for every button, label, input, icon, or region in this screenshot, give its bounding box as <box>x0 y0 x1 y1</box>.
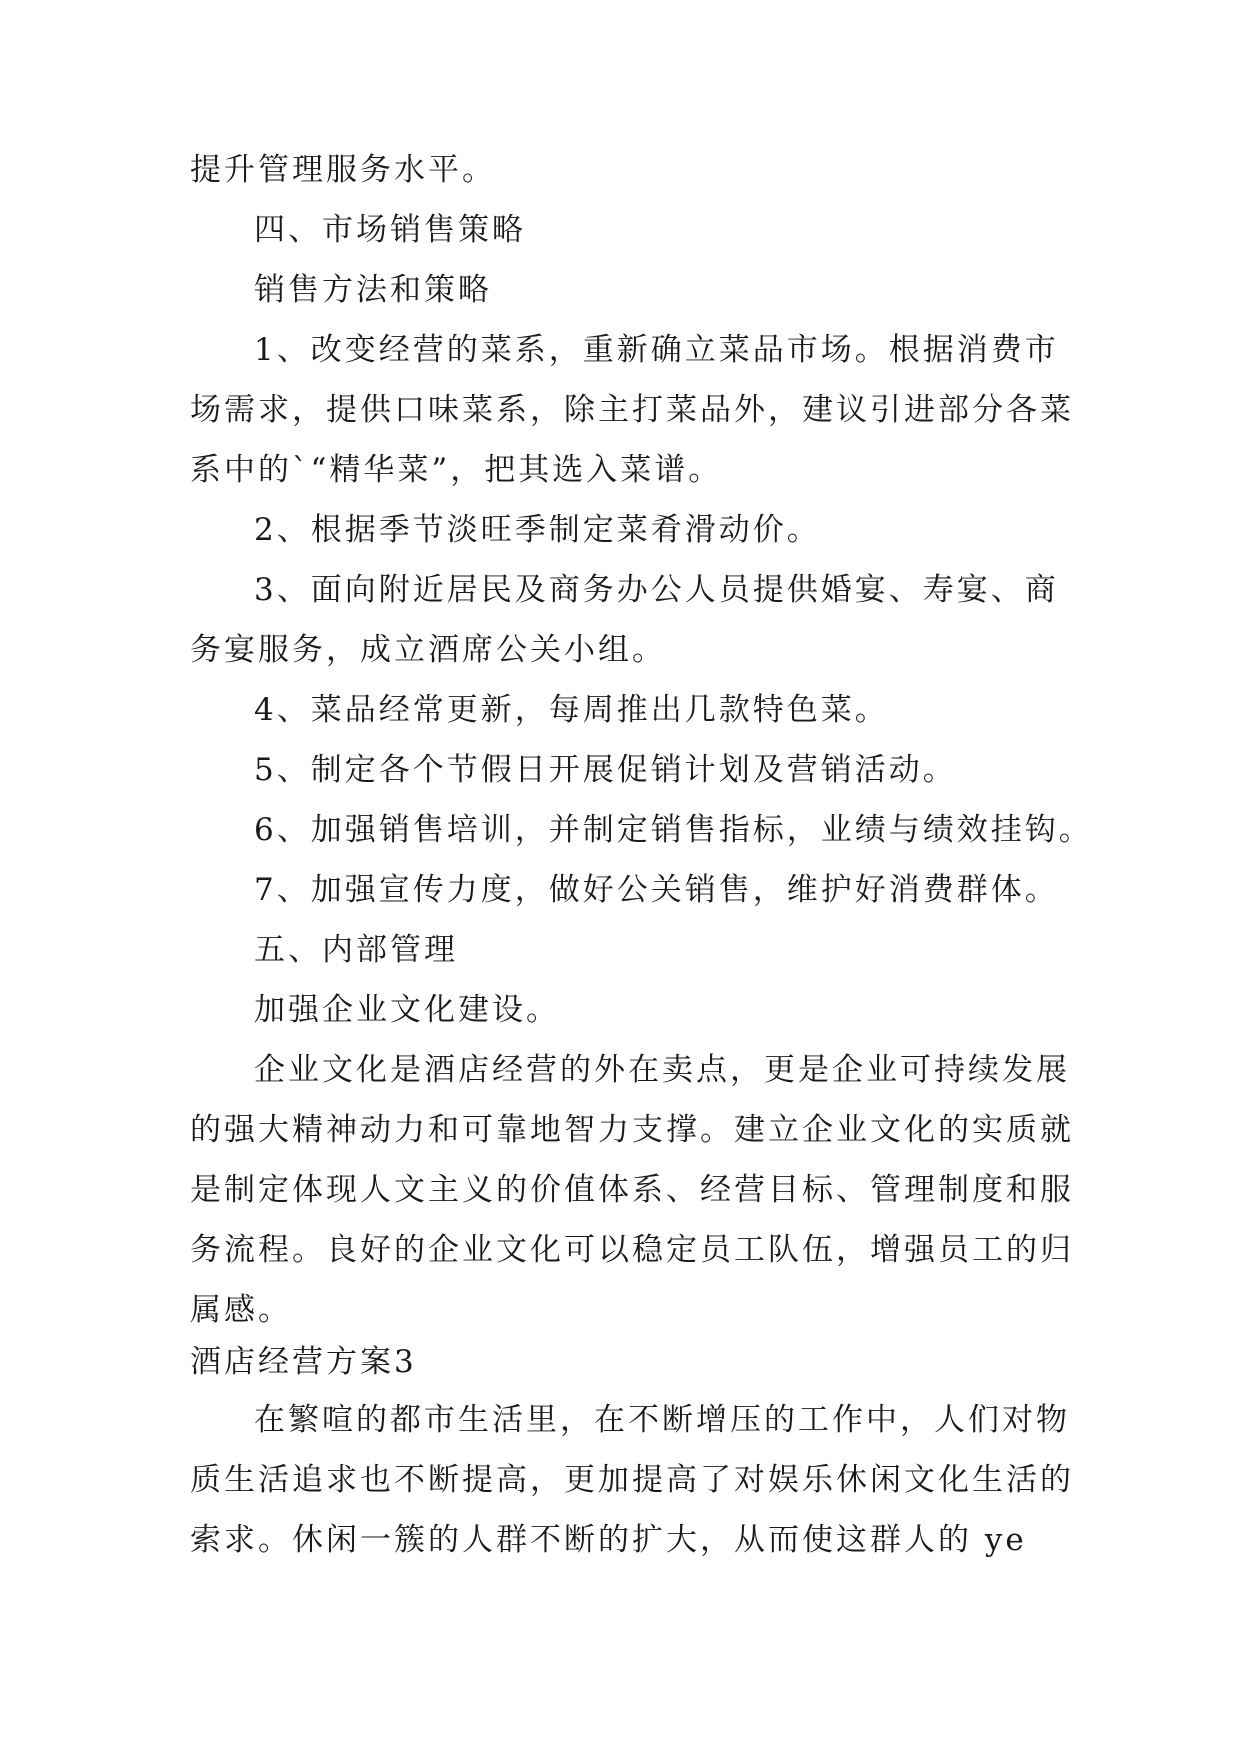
text-line: 务宴服务，成立酒席公关小组。 <box>190 632 666 668</box>
section-heading: 五、内部管理 <box>254 932 458 968</box>
text-line: 提升管理服务水平。 <box>190 152 496 188</box>
text-line: 在繁喧的都市生活里，在不断增压的工作中，人们对物 <box>254 1402 1070 1438</box>
subheading: 销售方法和策略 <box>254 272 492 308</box>
text-line: 3、面向附近居民及商务办公人员提供婚宴、寿宴、商 <box>254 572 1059 608</box>
text-line: 务流程。良好的企业文化可以稳定员工队伍，增强员工的归 <box>190 1232 1074 1268</box>
text-line: 企业文化是酒店经营的外在卖点，更是企业可持续发展 <box>254 1052 1070 1088</box>
text-line: 属感。 <box>190 1292 292 1328</box>
subheading: 加强企业文化建设。 <box>254 992 560 1028</box>
text-line: 6、加强销售培训，并制定销售指标，业绩与绩效挂钩。 <box>254 812 1093 848</box>
document-title: 酒店经营方案3 <box>190 1344 417 1380</box>
text-line: 的强大精神动力和可靠地智力支撑。建立企业文化的实质就 <box>190 1112 1074 1148</box>
text-line: 5、制定各个节假日开展促销计划及营销活动。 <box>254 752 957 788</box>
text-line: 1、改变经营的菜系，重新确立菜品市场。根据消费市 <box>254 332 1059 368</box>
text-line: 7、加强宣传力度，做好公关销售，维护好消费群体。 <box>254 872 1059 908</box>
section-heading: 四、市场销售策略 <box>254 212 526 248</box>
text-line: 是制定体现人文主义的价值体系、经营目标、管理制度和服 <box>190 1172 1074 1208</box>
text-line: 质生活追求也不断提高，更加提高了对娱乐休闲文化生活的 <box>190 1462 1074 1498</box>
text-line: 4、菜品经常更新，每周推出几款特色菜。 <box>254 692 889 728</box>
text-line: 场需求，提供口味菜系，除主打菜品外，建议引进部分各菜 <box>190 392 1074 428</box>
text-line: 系中的`“精华菜”，把其选入菜谱。 <box>190 452 723 488</box>
text-line: 索求。休闲一簇的人群不断的扩大，从而使这群人的 ye <box>190 1522 1027 1558</box>
text-line: 2、根据季节淡旺季制定菜肴滑动价。 <box>254 512 821 548</box>
